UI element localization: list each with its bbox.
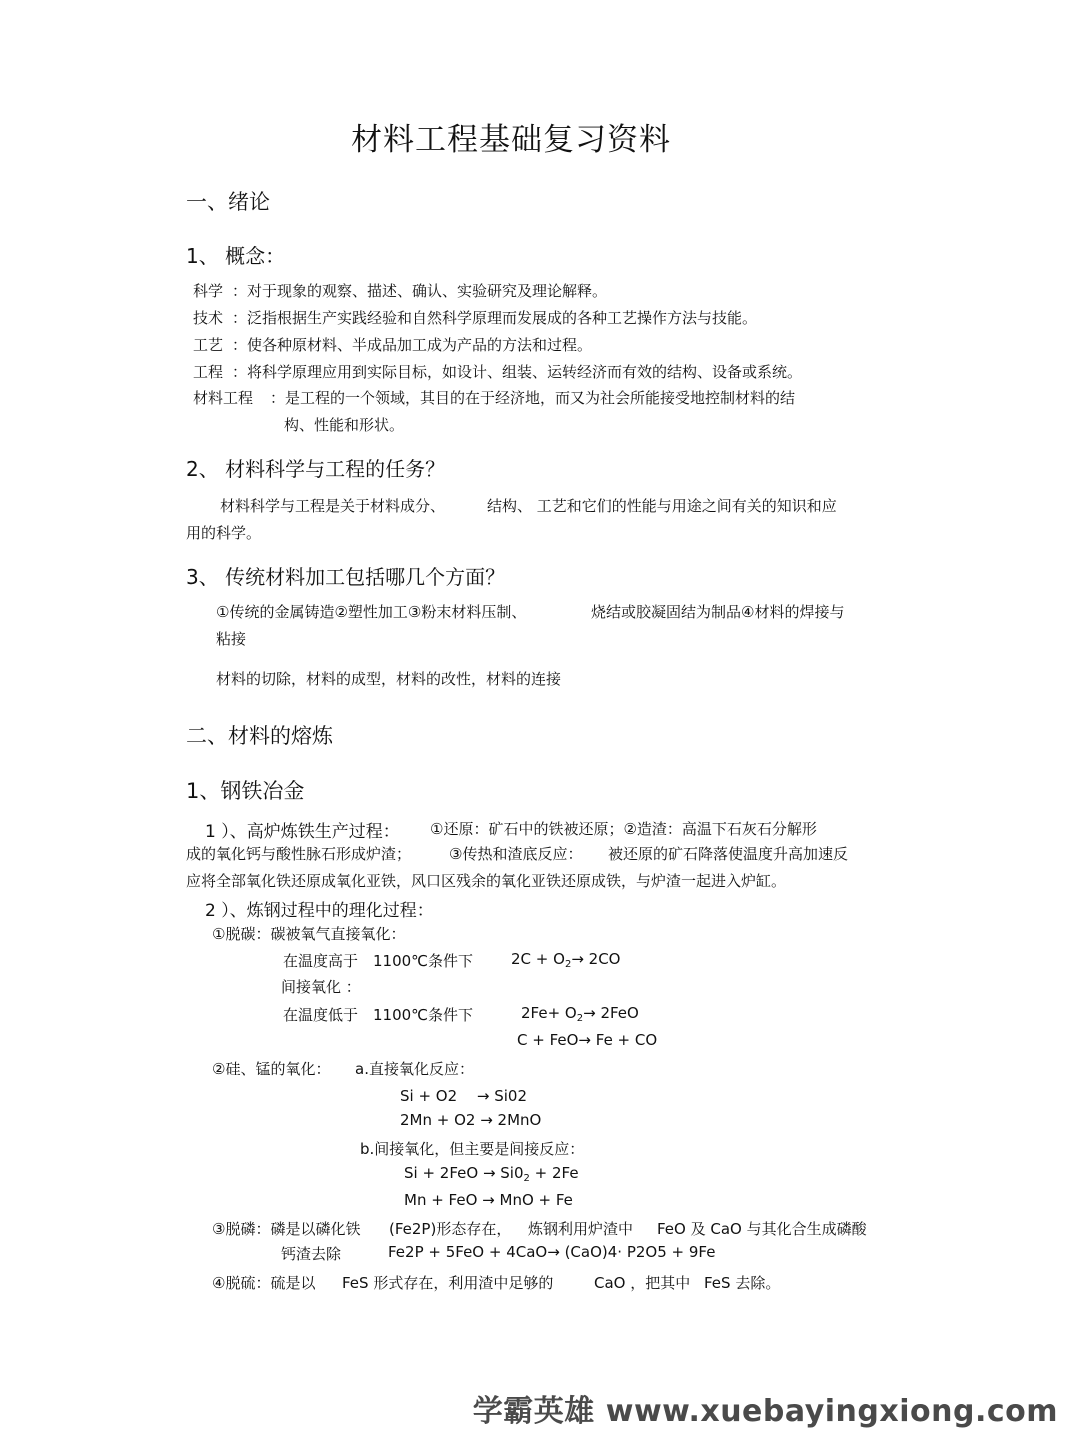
process-item: 炼钢利用炉渣中 [528, 1220, 634, 1238]
page-title: 材料工程基础复习资料 [351, 122, 671, 158]
definition-text: ：泛指根据生产实践经验和自然科学原理而发展成的各种工艺操作方法与技能。 [232, 309, 758, 327]
chemical-equation: Si + O2 → Si02 [400, 1087, 528, 1105]
process-item: ②硅、锰的氧化： [212, 1060, 331, 1078]
paragraph-text: 烧结或胶凝固结为制品④材料的焊接与 [591, 603, 845, 621]
paragraph-text: ①还原：矿石中的铁被还原；②造渣：高温下石灰石分解形 [430, 820, 817, 838]
process-item: FeS 去除。 [704, 1274, 781, 1292]
definition-term: 科学 [193, 282, 224, 300]
paragraph-text: 结构、 工艺和它们的性能与用途之间有关的知识和应 [487, 497, 837, 515]
chemical-equation: $2C + O_2\to 2CO$ [511, 950, 621, 970]
process-item: (Fe2P)形态存在， [389, 1220, 512, 1238]
process-item: ④脱硫：硫是以 [212, 1274, 316, 1292]
paragraph-text: 用的科学。 [186, 524, 262, 542]
chemical-equation: $Si + 2FeO \to Si0_2 + 2Fe$ [404, 1164, 579, 1184]
subsection-heading: 1、钢铁冶金 [186, 779, 305, 803]
definition-term: 工艺 [193, 336, 224, 354]
paragraph-label: 2 ）、炼钢过程中的理化过程： [205, 901, 434, 921]
paragraph-text: 材料的切除，材料的成型，材料的改性，材料的连接 [216, 670, 562, 688]
chemical-equation: Mn + FeO → MnO + Fe [404, 1191, 573, 1209]
chemical-equation: C + FeO→ Fe + CO [517, 1031, 658, 1049]
process-item: FeO 及 CaO 与其化合生成磷酸 [657, 1220, 867, 1238]
definition-text: ：将科学原理应用到实际目标，如设计、组装、运转经济而有效的结构、设备或系统。 [232, 363, 803, 381]
paragraph-text: 成的氧化钙与酸性脉石形成炉渣； [186, 845, 412, 863]
process-item: FeS 形式存在，利用渣中足够的 [342, 1274, 554, 1292]
process-subitem: a.直接氧化反应： [355, 1060, 474, 1078]
question-heading: 2、 材料科学与工程的任务？ [186, 457, 446, 481]
site-watermark: 学霸英雄 www.xuebayingxiong.com [472, 1394, 1058, 1429]
paragraph-text: 粘接 [216, 630, 247, 648]
paragraph-text: 被还原的矿石降落使温度升高加速反 [608, 845, 849, 863]
question-heading: 3、 传统材料加工包括哪几个方面？ [186, 565, 506, 589]
process-item: ③脱磷：磷是以磷化铁 [212, 1220, 361, 1238]
definition-text-continued: 构、性能和形状。 [284, 416, 405, 434]
definition-text: ：对于现象的观察、描述、确认、实验研究及理论解释。 [232, 282, 608, 300]
paragraph-label: 1 ）、高炉炼铁生产过程： [205, 822, 400, 842]
process-subitem: b.间接氧化，但主要是间接反应： [360, 1140, 585, 1158]
section-heading: 二、材料的熔炼 [186, 724, 333, 748]
definition-text: ：使各种原材料、半成品加工成为产品的方法和过程。 [232, 336, 593, 354]
process-item: CaO ，把其中 [594, 1274, 691, 1292]
section-heading: 一、绪论 [186, 190, 270, 214]
condition-text: 在温度低于 1100℃条件下 [283, 1006, 474, 1024]
paragraph-text: ①传统的金属铸造②塑性加工③粉末材料压制、 [216, 603, 527, 621]
paragraph-text: 应将全部氧化铁还原成氧化亚铁，风口区残余的氧化亚铁还原成铁，与炉渣一起进入炉缸。 [186, 872, 787, 890]
paragraph-text: ③传热和渣底反应： [449, 845, 583, 863]
paragraph-text: 材料科学与工程是关于材料成分、 [220, 497, 446, 515]
definition-text: ：是工程的一个领域，其目的在于经济地，而又为社会所能接受地控制材料的结 [270, 389, 796, 407]
process-item: ①脱碳：碳被氧气直接氧化： [212, 925, 406, 943]
question-heading: 1、 概念： [186, 244, 286, 268]
definition-term: 材料工程 [193, 389, 254, 407]
chemical-equation: $2Fe+ O_2\to 2FeO$ [521, 1004, 639, 1024]
definition-term: 工程 [193, 363, 224, 381]
chemical-equation: Fe2P + 5FeO + 4CaO→ (CaO)4· P2O5 + 9Fe [388, 1243, 716, 1261]
definition-term: 技术 [193, 309, 224, 327]
chemical-equation: 2Mn + O2 → 2MnO [400, 1111, 542, 1129]
condition-text: 在温度高于 1100℃条件下 [283, 952, 474, 970]
process-item: 钙渣去除 [281, 1245, 342, 1263]
condition-text: 间接氧化 ： [281, 978, 361, 996]
